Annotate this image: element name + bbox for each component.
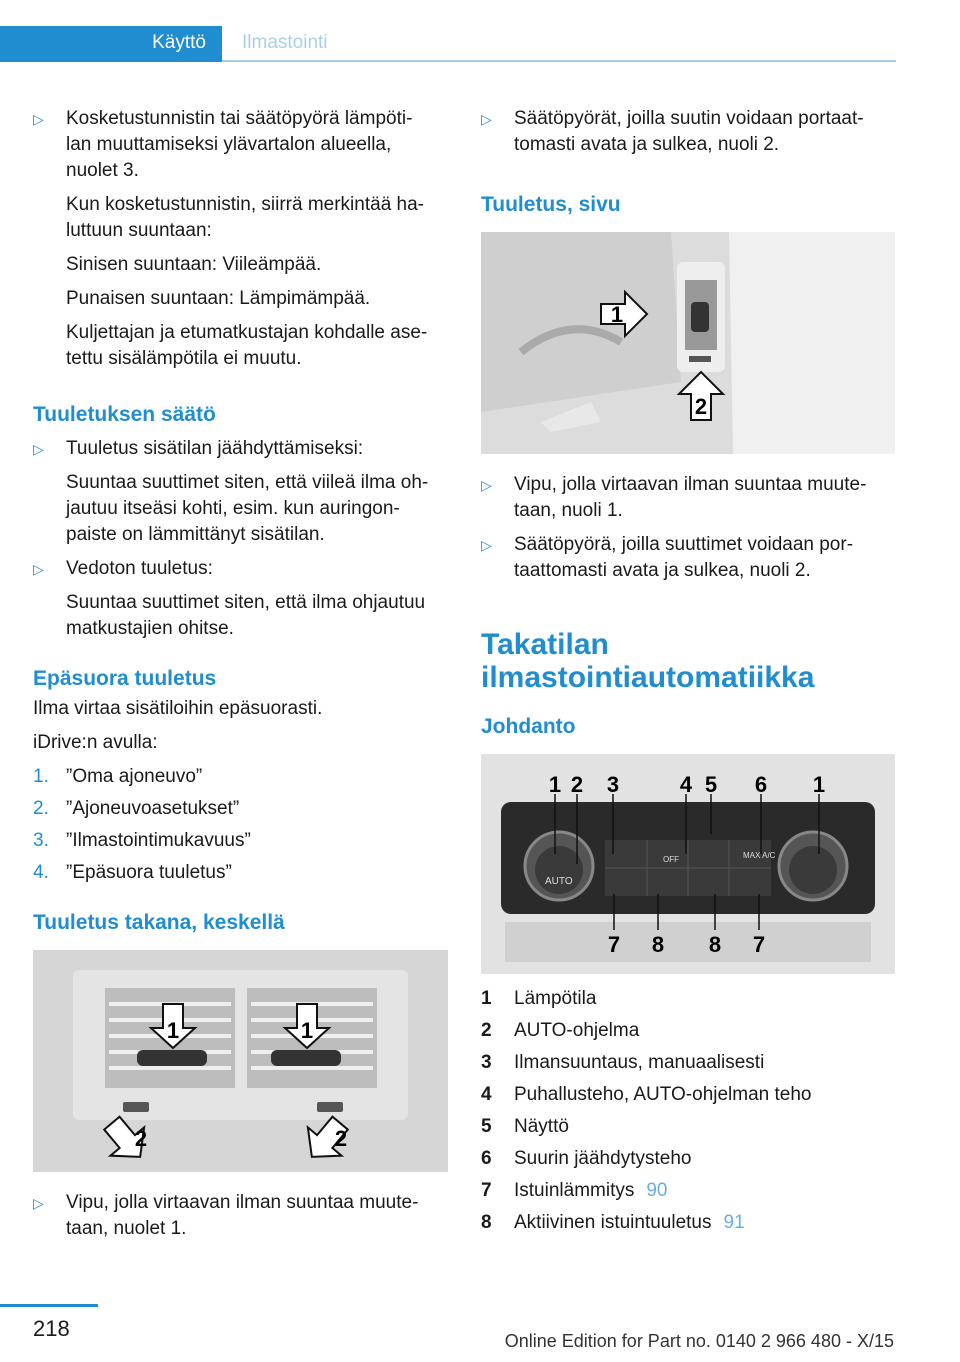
callout-label: 1	[548, 772, 562, 797]
bullet-text: Vipu, jolla virtaavan ilman suuntaa muute‐ taan, nuoli 1.	[514, 474, 867, 521]
section-heading: Epäsuora tuuletus	[33, 667, 217, 690]
arrow-label: 1	[300, 1018, 314, 1043]
left-column	[33, 100, 448, 1242]
section-heading: Tuuletus takana, keskellä	[33, 911, 285, 934]
bullet-item	[33, 436, 448, 462]
legend-item: 5 Näyttö	[481, 1116, 569, 1137]
callout-label: 3	[606, 772, 620, 797]
paragraph: Kun kosketustunnistin, siirrä merkintää ha‐ luttuun suuntaan:	[66, 194, 424, 241]
arrow-label: 1	[166, 1018, 180, 1043]
bullet-text: Vipu, jolla virtaavan ilman suuntaa muute‐ taan, nuolet 1.	[66, 1192, 419, 1239]
callout-label: 4	[679, 772, 693, 797]
section-heading: Johdanto	[481, 715, 576, 738]
callout-label: 8	[651, 932, 665, 957]
bullet-text: Kosketustunnistin tai säätöpyörä lämpöti‐ lan muuttamiseksi ylävartalon alueella, nuolet 3.	[66, 108, 413, 181]
legend-item: 6 Suurin jäähdytysteho	[481, 1148, 692, 1169]
legend-item: 7 Istuinlämmitys 90	[481, 1180, 668, 1201]
bullet-item	[33, 556, 448, 582]
header-bar	[0, 0, 960, 62]
header-divider	[222, 60, 896, 62]
section-heading: Tuuletus, sivu	[481, 193, 621, 216]
triangle-bullet-icon: ▷	[33, 111, 44, 127]
bullet-text: Säätöpyörät, joilla suutin voidaan portaat‐ tomasti avata ja sulkea, nuoli 2.	[514, 108, 864, 155]
side-vent-illustration	[481, 232, 895, 454]
footer-divider	[0, 1304, 98, 1307]
arrow-label: 2	[334, 1126, 348, 1151]
triangle-bullet-icon: ▷	[481, 537, 492, 553]
bullet-item	[33, 1190, 448, 1242]
arrow-label: 2	[134, 1126, 148, 1151]
bullet-item	[33, 106, 448, 184]
legend-item: 1 Lämpötila	[481, 988, 597, 1009]
bullet-item	[481, 106, 895, 158]
triangle-bullet-icon: ▷	[33, 561, 44, 577]
arrow-label: 1	[610, 302, 624, 327]
callout-label: 6	[754, 772, 768, 797]
tab-ilmastointi[interactable]	[222, 26, 896, 62]
triangle-bullet-icon: ▷	[33, 441, 44, 457]
right-column	[481, 100, 895, 1236]
paragraph: Sinisen suuntaan: Viileämpää.	[66, 254, 322, 275]
legend-item: 8 Aktiivinen istuintuuletus 91	[481, 1212, 745, 1233]
page-reference-link[interactable]: 90	[646, 1180, 668, 1201]
climate-panel-illustration	[481, 754, 895, 974]
triangle-bullet-icon: ▷	[33, 1195, 44, 1211]
triangle-bullet-icon: ▷	[481, 477, 492, 493]
list-item: 4. ”Epäsuora tuuletus”	[33, 862, 232, 883]
list-item: 2. ”Ajoneuvoasetukset”	[33, 798, 240, 819]
bullet-item	[481, 532, 895, 584]
list-item: 3. ”Ilmastointimukavuus”	[33, 830, 251, 851]
bullet-item	[481, 472, 895, 524]
edition-note: Online Edition for Part no. 0140 2 966 480 - X/15	[504, 1331, 894, 1351]
legend-item: 4 Puhallusteho, AUTO-ohjelman teho	[481, 1084, 812, 1105]
paragraph: iDrive:n avulla:	[33, 732, 158, 753]
rear-vent-illustration	[33, 950, 448, 1172]
paragraph: Kuljettajan ja etumatkustajan kohdalle ase‐ tettu sisälämpötila ei muutu.	[66, 322, 428, 369]
panel-max-label: MAX A/C	[743, 851, 776, 860]
panel-auto-label: AUTO	[545, 876, 573, 887]
legend-list	[481, 986, 895, 1236]
page-reference-link[interactable]: 91	[723, 1212, 745, 1233]
section-heading: Tuuletuksen säätö	[33, 403, 216, 426]
tab-ilmastointi-label: Ilmastointi	[242, 32, 328, 53]
tab-kaytto[interactable]	[0, 26, 222, 62]
callout-label: 5	[704, 772, 718, 797]
triangle-bullet-icon: ▷	[481, 111, 492, 127]
bullet-text: Säätöpyörä, joilla suuttimet voidaan por‐ taattomasti avata ja sulkea, nuoli 2.	[514, 534, 854, 581]
bullet-text: Tuuletus sisätilan jäähdyttämiseksi:	[66, 438, 364, 459]
list-item: 1. ”Oma ajoneuvo”	[33, 766, 203, 787]
callout-label: 1	[812, 772, 826, 797]
tab-kaytto-label: Käyttö	[152, 32, 206, 53]
arrow-label: 2	[694, 394, 708, 419]
bullet-text: Vedoton tuuletus:	[66, 558, 213, 579]
legend-item: 3 Ilmansuuntaus, manuaalisesti	[481, 1052, 765, 1073]
chapter-heading: Takatilan ilmastointiautomatiikka	[481, 628, 815, 694]
paragraph: Suuntaa suuttimet siten, että viileä ilma oh‐ jautuu itseäsi kohti, esim. kun auringon‐ paiste on lämmittänyt sisätilan.	[66, 472, 429, 545]
panel-off-label: OFF	[663, 855, 679, 864]
rear-vent-image	[33, 950, 448, 1172]
climate-panel-image	[481, 754, 895, 974]
side-vent-image	[481, 232, 895, 454]
callout-label: 2	[570, 772, 584, 797]
paragraph: Punaisen suuntaan: Lämpimämpää.	[66, 288, 371, 309]
steps-list	[33, 764, 448, 886]
paragraph: Ilma virtaa sisätiloihin epäsuorasti.	[33, 698, 323, 719]
paragraph: Suuntaa suuttimet siten, että ilma ohjautuu matkustajien ohitse.	[66, 592, 426, 639]
callout-label: 8	[708, 932, 722, 957]
callout-label: 7	[752, 932, 766, 957]
legend-item: 2 AUTO-ohjelma	[481, 1020, 640, 1041]
callout-label: 7	[607, 932, 621, 957]
page-number: 218	[33, 1316, 70, 1341]
